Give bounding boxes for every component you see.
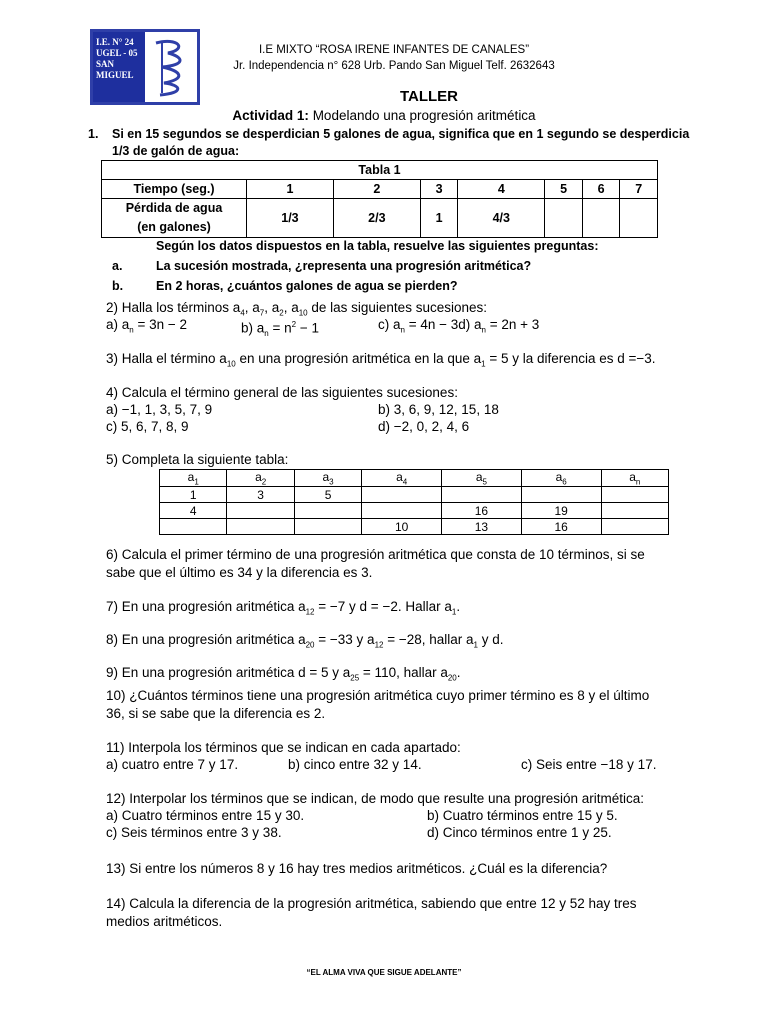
subscript: 6 <box>562 477 567 487</box>
subscript: 20 <box>447 673 457 683</box>
text: a <box>629 470 636 484</box>
page-title: TALLER <box>399 88 459 105</box>
q1b-label: b. <box>112 279 124 293</box>
q14-line2: medios aritméticos. <box>106 914 223 929</box>
q8 <box>106 631 504 655</box>
q10-line1: 10) ¿Cuántos términos tiene una progresión aritmética cuyo primer término es 8 y el último <box>106 688 650 703</box>
q1a-text: La sucesión mostrada, ¿representa una progresión aritmética? <box>156 259 532 273</box>
row-head-line: (en galones) <box>137 220 211 234</box>
table-cell <box>601 487 668 503</box>
text: − 1 <box>296 320 319 336</box>
table-cell: 6 <box>582 180 620 199</box>
q11-title: 11) Interpola los términos que se indican en cada apartado: <box>106 740 461 755</box>
q4b: b) 3, 6, 9, 12, 15, 18 <box>378 402 499 417</box>
subscript: 7 <box>259 308 265 318</box>
school-address: Jr. Independencia n° 628 Urb. Pando San Miguel Telf. 2632643 <box>233 60 555 72</box>
subscript: n <box>264 329 269 339</box>
q11a: a) cuatro entre 7 y 17. <box>106 757 239 772</box>
text: = 110, hallar a <box>359 665 448 680</box>
table-cell <box>294 503 361 519</box>
text: 9) En una progresión aritmética d = 5 y a <box>106 665 351 680</box>
q12a: a) Cuatro términos entre 15 y 30. <box>106 808 305 823</box>
row-head-line: Pérdida de agua <box>125 201 223 215</box>
table-cell <box>160 519 227 535</box>
subscript: 4 <box>402 477 408 487</box>
subscript: 2 <box>261 477 267 487</box>
table2 <box>159 469 669 535</box>
subscript: 12 <box>305 607 315 617</box>
text: a <box>396 470 403 484</box>
table-cell: 1/3 <box>247 199 334 238</box>
logo-line: MIGUEL <box>96 70 134 80</box>
text: a <box>255 470 262 484</box>
table-cell <box>442 470 522 487</box>
table-row <box>160 487 669 503</box>
table-row <box>102 161 658 180</box>
q4-title: 4) Calcula el término general de las siguientes sucesiones: <box>106 385 458 400</box>
subscript: 20 <box>305 640 315 650</box>
text: 2) Halla los términos a <box>106 300 241 315</box>
text: = n <box>268 320 292 336</box>
subscript: 10 <box>298 308 308 318</box>
text: 7) En una progresión aritmética a <box>106 599 306 614</box>
table-cell <box>601 503 668 519</box>
q6-line1: 6) Calcula el primer término de una progresión aritmética que consta de 10 términos, si se <box>106 547 645 562</box>
table-cell <box>227 519 294 535</box>
school-name: I.E MIXTO “ROSA IRENE INFANTES DE CANALES” <box>258 44 530 56</box>
q1-number: 1. <box>88 127 99 141</box>
text: b) a <box>241 320 265 336</box>
subscript: 1 <box>481 359 486 369</box>
q11c: c) Seis entre −18 y 17. <box>521 757 657 772</box>
text: a <box>475 470 483 484</box>
table-cell <box>294 519 361 535</box>
table-cell <box>160 470 227 487</box>
subscript: 25 <box>350 673 360 683</box>
text: en una progresión aritmética en la que a <box>235 351 482 366</box>
table-cell <box>521 470 601 487</box>
table-cell <box>362 503 442 519</box>
logo-line: UGEL - 05 <box>96 48 138 58</box>
table1-caption: Tabla 1 <box>102 161 658 180</box>
activity-text: Modelando una progresión aritmética <box>308 108 536 123</box>
text: a <box>322 470 330 484</box>
q11b: b) cinco entre 32 y 14. <box>288 757 422 772</box>
text: a) a <box>106 317 130 332</box>
table-cell: 16 <box>521 519 601 535</box>
table-row <box>160 519 669 535</box>
subscript: 1 <box>194 477 199 487</box>
logo-line: SAN <box>96 59 115 69</box>
text: = −28, hallar a <box>383 632 474 647</box>
q14-line1: 14) Calcula la diferencia de la progresión aritmética, sabiendo que entre 12 y 52 hay tres <box>106 896 637 911</box>
table-cell: 1 <box>160 487 227 503</box>
text: 3) Halla el término a <box>106 351 227 366</box>
q1b-text: En 2 horas, ¿cuántos galones de agua se pierden? <box>156 279 458 293</box>
superscript: 2 <box>291 320 297 329</box>
table-cell <box>601 470 668 487</box>
text: = −33 y a <box>314 632 375 647</box>
table-cell: 3 <box>227 487 294 503</box>
q12c: c) Seis términos entre 3 y 38. <box>106 825 282 840</box>
text: = 3n − 2 <box>133 317 188 332</box>
table-cell <box>362 470 442 487</box>
q1-line1: Si en 15 segundos se desperdician 5 galones de agua, significa que en 1 segundo se desperdicia <box>112 127 690 141</box>
table-cell <box>227 503 294 519</box>
text: de las siguientes sucesiones: <box>307 300 487 315</box>
table-cell <box>227 470 294 487</box>
table-row <box>160 503 669 519</box>
text: 8) En una progresión aritmética a <box>106 632 306 647</box>
q3 <box>106 350 656 374</box>
table-cell <box>545 199 583 238</box>
q9 <box>106 664 461 688</box>
table-row <box>102 180 658 199</box>
table-cell <box>521 487 601 503</box>
subscript: 10 <box>226 359 236 369</box>
text: a <box>555 470 563 484</box>
table1 <box>101 160 658 238</box>
table-row <box>160 470 669 487</box>
text: . <box>456 599 461 614</box>
subscript: 3 <box>329 477 334 487</box>
subscript: 12 <box>374 640 384 650</box>
q12d: d) Cinco términos entre 1 y 25. <box>427 825 612 840</box>
text: = 4n − 3d) a <box>404 317 482 332</box>
table-cell <box>442 487 522 503</box>
subscript: 4 <box>240 308 245 318</box>
q6-line2: sabe que el último es 34 y la diferencia es 3. <box>106 565 373 580</box>
activity-label: Actividad 1: <box>232 108 309 123</box>
table-cell: 1 <box>247 180 334 199</box>
q4c: c) 5, 6, 7, 8, 9 <box>106 419 189 434</box>
logo-line: I.E. N° 24 <box>96 37 134 47</box>
table-cell: 5 <box>294 487 361 503</box>
table-cell: 4/3 <box>458 199 545 238</box>
table-cell <box>601 519 668 535</box>
table-cell: 16 <box>442 503 522 519</box>
text: = 2n + 3 <box>485 317 540 332</box>
table-cell: 19 <box>521 503 601 519</box>
q1-intro: Según los datos dispuestos en la tabla, resuelve las siguientes preguntas: <box>156 239 599 253</box>
q7 <box>106 598 460 622</box>
table-cell: 13 <box>442 519 522 535</box>
text: = 5 y la diferencia es d =−3. <box>485 351 656 366</box>
table-cell <box>102 199 247 238</box>
subscript: n <box>400 325 405 335</box>
q4a: a) −1, 1, 3, 5, 7, 9 <box>106 402 213 417</box>
table-row <box>102 199 658 238</box>
subscript: 5 <box>482 477 487 487</box>
table-cell: 2 <box>333 180 420 199</box>
table-cell <box>294 470 361 487</box>
q1-line2: 1/3 de galón de agua: <box>112 144 240 158</box>
text: y d. <box>478 632 504 647</box>
subscript: n <box>635 477 641 487</box>
table-cell <box>362 487 442 503</box>
subscript: 1 <box>451 607 457 617</box>
text: . <box>456 665 461 680</box>
text: c) a <box>378 317 401 332</box>
q2-title: 2) Halla los términos $a_4$, $a_7$, $a_2$, $a_{10}$ de las siguientes sucesiones: <box>106 300 487 318</box>
q2cd <box>378 316 539 340</box>
table-cell <box>582 199 620 238</box>
table-cell <box>620 199 658 238</box>
subscript: 2 <box>279 308 284 318</box>
text: = −7 y d = −2. Hallar a <box>314 599 452 614</box>
q12b: b) Cuatro términos entre 15 y 5. <box>427 808 618 823</box>
q4d: d) −2, 0, 2, 4, 6 <box>378 419 470 434</box>
table-cell: 1 <box>420 199 458 238</box>
text: a <box>187 470 195 484</box>
table-cell: Tiempo (seg.) <box>102 180 247 199</box>
table-cell: 7 <box>620 180 658 199</box>
q5-title: 5) Completa la siguiente tabla: <box>106 452 289 467</box>
table-cell: 2/3 <box>333 199 420 238</box>
subscript: n <box>481 325 486 335</box>
activity-heading <box>0 108 768 123</box>
q10-line2: 36, si se sabe que la diferencia es 2. <box>106 706 326 721</box>
q2b <box>241 316 319 343</box>
table-cell: 10 <box>362 519 442 535</box>
table-cell: 3 <box>420 180 458 199</box>
q1a-label: a. <box>112 259 123 273</box>
q13: 13) Si entre los números 8 y 16 hay tres medios aritméticos. ¿Cuál es la diferencia? <box>106 861 608 876</box>
subscript: 1 <box>473 640 478 650</box>
footer-motto: “EL ALMA VIVA QUE SIGUE ADELANTE” <box>306 968 462 977</box>
table-cell: 5 <box>545 180 583 199</box>
q12-title: 12) Interpolar los términos que se indican, de modo que resulte una progresión aritmética: <box>106 791 645 806</box>
q2a <box>106 316 187 340</box>
table-cell: 4 <box>458 180 545 199</box>
subscript: n <box>129 325 134 335</box>
table-cell: 4 <box>160 503 227 519</box>
